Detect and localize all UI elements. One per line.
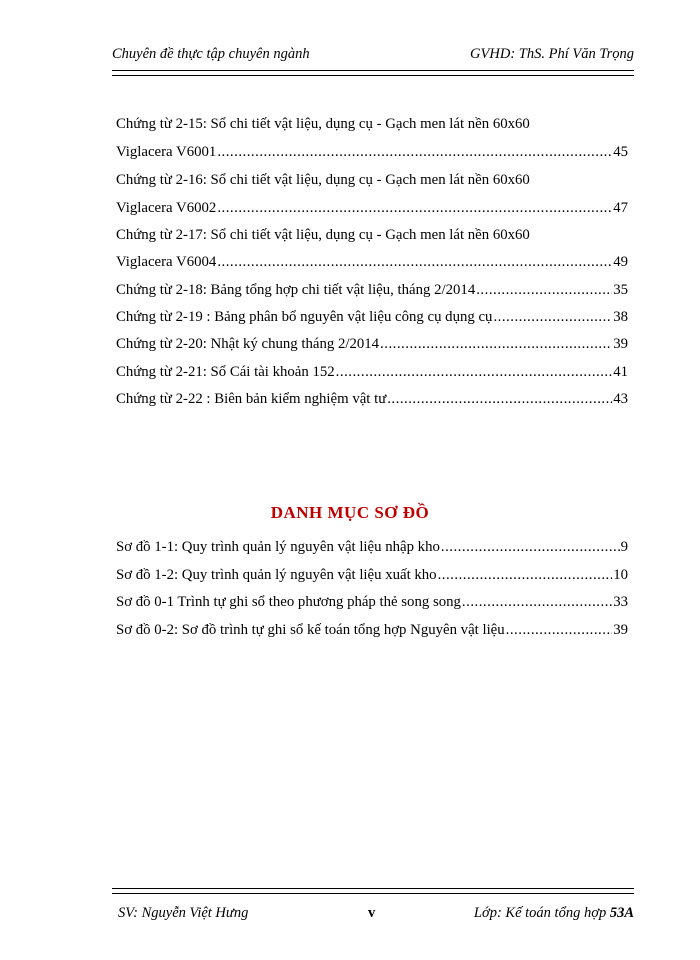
toc-entry[interactable] xyxy=(116,307,628,327)
footer-page-number: v xyxy=(368,905,376,921)
toc-leader-dots xyxy=(336,362,613,382)
diagram-entry[interactable] xyxy=(116,565,628,585)
toc-entry-label: Chứng từ 2-21: Sổ Cái tài khoản 152 xyxy=(116,364,335,380)
toc-entry-line1: Chứng từ 2-17: Sổ chi tiết vật liệu, dụng cụ - Gạch men lát nền 60x60 xyxy=(116,227,530,243)
diagram-page-number: 33 xyxy=(613,594,628,610)
toc-entry[interactable] xyxy=(116,280,628,300)
toc-page-number: 38 xyxy=(613,309,628,325)
diagram-entry-label: Sơ đồ 0-2: Sơ đồ trình tự ghi sổ kế toán tổng hợp Nguyên vật liệu xyxy=(116,622,505,638)
page-footer xyxy=(112,905,634,925)
toc-leader-dots xyxy=(493,307,612,327)
toc-page-number: 49 xyxy=(613,254,628,270)
header-course-title: Chuyên đề thực tập chuyên ngành xyxy=(112,46,310,62)
footer-class-code: 53A xyxy=(609,905,634,921)
toc-leader-dots xyxy=(387,389,612,409)
toc-entry-label: Viglacera V6002 xyxy=(116,200,217,216)
footer-class xyxy=(474,905,634,922)
diagram-page-number: 10 xyxy=(613,567,628,583)
diagram-page-number: 39 xyxy=(613,622,628,638)
toc-entry[interactable] xyxy=(116,198,628,218)
footer-class-prefix: Lớp: Kế toán tổng hợp xyxy=(473,905,610,921)
toc-entry[interactable] xyxy=(116,362,628,382)
toc-leader-dots xyxy=(506,620,613,640)
toc-entry-label: Chứng từ 2-20: Nhật ký chung tháng 2/2014 xyxy=(116,336,380,352)
page-header xyxy=(112,46,634,68)
diagram-entry[interactable] xyxy=(116,592,628,612)
footer-student: SV: Nguyễn Việt Hưng xyxy=(118,905,249,921)
diagram-page-number: 9 xyxy=(620,539,628,555)
toc-entry-label: Viglacera V6001 xyxy=(116,144,217,160)
toc-entry[interactable] xyxy=(116,142,628,162)
toc-page-number: 39 xyxy=(613,336,628,352)
toc-entry-line1: Chứng từ 2-15: Sổ chi tiết vật liệu, dụng cụ - Gạch men lát nền 60x60 xyxy=(116,116,530,132)
diagram-entry-label: Sơ đồ 1-2: Quy trình quản lý nguyên vật liệu xuất kho xyxy=(116,567,437,583)
header-divider xyxy=(112,70,634,76)
toc-leader-dots xyxy=(380,334,612,354)
diagrams-section-title: DANH MỤC SƠ ĐỒ xyxy=(270,503,430,522)
toc-leader-dots xyxy=(217,142,612,162)
toc-entry[interactable] xyxy=(116,334,628,354)
footer-divider xyxy=(112,888,634,894)
toc-page-number: 35 xyxy=(613,282,628,298)
toc-leader-dots xyxy=(441,537,620,557)
toc-leader-dots xyxy=(462,592,612,612)
toc-leader-dots xyxy=(217,252,612,272)
toc-leader-dots xyxy=(438,565,613,585)
toc-leader-dots xyxy=(217,198,612,218)
toc-entry-label: Chứng từ 2-19 : Bảng phân bổ nguyên vật liệu công cụ dụng cụ xyxy=(116,309,493,325)
diagram-entry-label: Sơ đồ 1-1: Quy trình quản lý nguyên vật liệu nhập kho xyxy=(116,539,440,555)
diagram-entry[interactable] xyxy=(116,537,628,557)
toc-entry-label: Chứng từ 2-18: Bảng tổng hợp chi tiết vật liệu, tháng 2/2014 xyxy=(116,282,476,298)
toc-page-number: 45 xyxy=(613,144,628,160)
header-supervisor: GVHD: ThS. Phí Văn Trọng xyxy=(470,46,634,62)
diagram-entry-label: Sơ đồ 0-1 Trình tự ghi sổ theo phương pháp thẻ song song xyxy=(116,594,461,610)
toc-entry-line1: Chứng từ 2-16: Sổ chi tiết vật liệu, dụng cụ - Gạch men lát nền 60x60 xyxy=(116,172,530,188)
toc-page-number: 47 xyxy=(613,200,628,216)
diagram-entry[interactable] xyxy=(116,620,628,640)
toc-entry-label: Viglacera V6004 xyxy=(116,254,217,270)
toc-entry[interactable] xyxy=(116,252,628,272)
toc-entry[interactable] xyxy=(116,389,628,409)
toc-page-number: 41 xyxy=(613,364,628,380)
toc-entry-label: Chứng từ 2-22 : Biên bản kiểm nghiệm vật tư xyxy=(116,391,387,407)
toc-page-number: 43 xyxy=(613,391,628,407)
toc-leader-dots xyxy=(476,280,612,300)
